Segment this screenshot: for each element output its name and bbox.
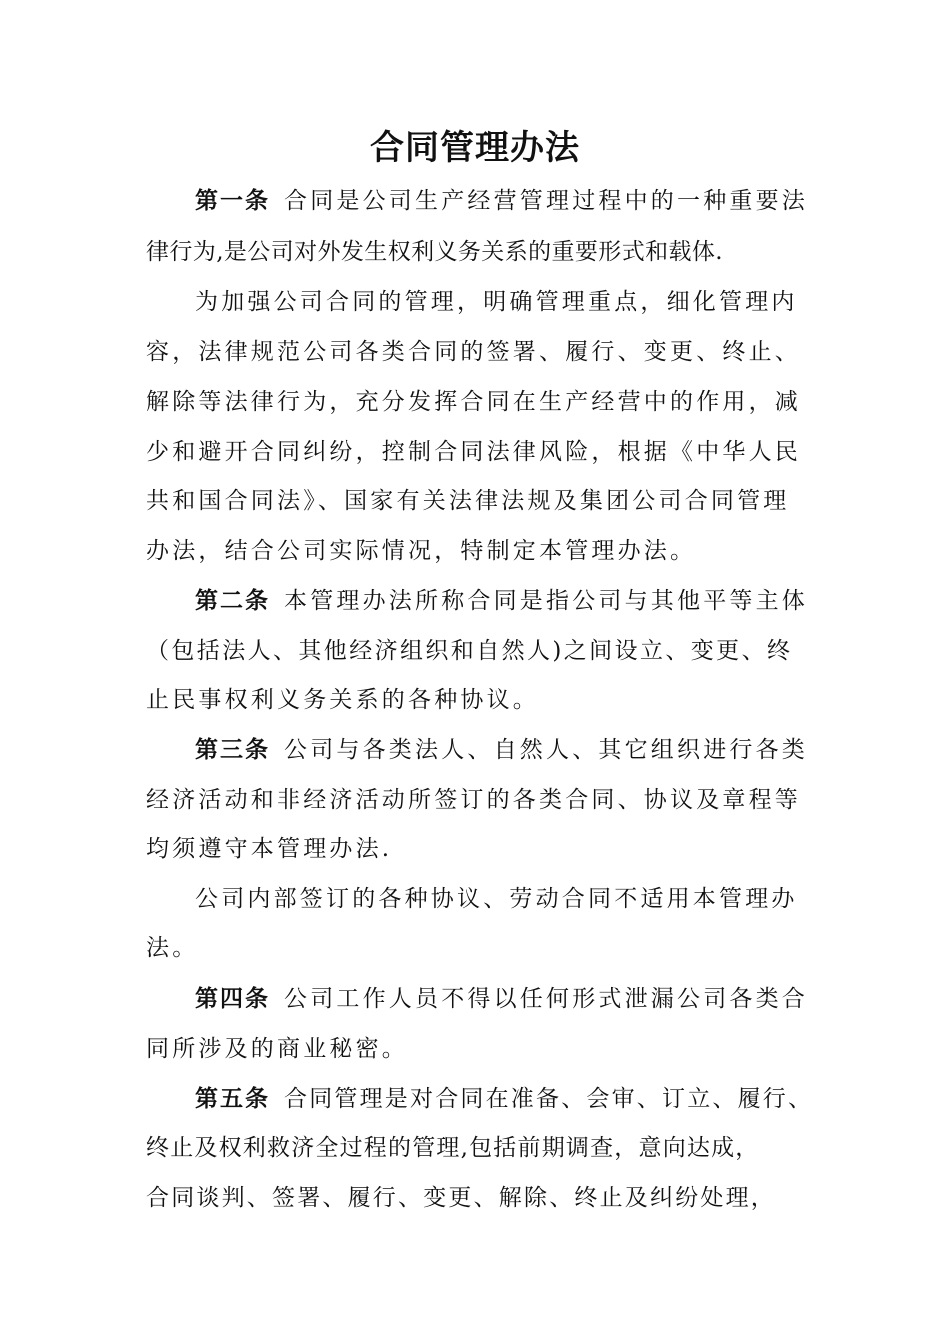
article-1-label: 第一条 bbox=[195, 187, 270, 214]
article-2-line-3: 止民事权利义务关系的各种协议。 bbox=[146, 687, 539, 713]
article-2-text-1: 本管理办法所称合同是指公司与其他平等主体 bbox=[284, 588, 808, 614]
article-2-line-1 bbox=[195, 576, 808, 626]
paragraph-1-line-1: 为加强公司合同的管理，明确管理重点，细化管理内 bbox=[195, 289, 798, 315]
paragraph-1-line-6: 办法，结合公司实际情况，特制定本管理办法。 bbox=[146, 538, 697, 564]
article-5-text-1: 合同管理是对合同在准备、会审、订立、履行、 bbox=[284, 1086, 814, 1112]
article-4-line-2: 同所涉及的商业秘密。 bbox=[146, 1036, 408, 1062]
article-1-line-1 bbox=[195, 176, 808, 226]
article-3-line-2: 经济活动和非经济活动所签订的各类合同、协议及章程等 bbox=[146, 787, 801, 813]
article-5-line-3: 合同谈判、签署、履行、变更、解除、终止及纠纷处理， bbox=[146, 1185, 776, 1211]
paragraph-1-line-5: 共和国合同法》、国家有关法律法规及集团公司合同管理 bbox=[146, 488, 790, 514]
article-5-label: 第五条 bbox=[195, 1085, 270, 1112]
article-4-label: 第四条 bbox=[195, 985, 270, 1012]
article-1-line-2: 律行为,是公司对外发生权利义务关系的重要形式和载体. bbox=[146, 239, 724, 265]
article-3-line-3: 均须遵守本管理办法. bbox=[146, 836, 393, 862]
document-title: 合同管理办法 bbox=[370, 128, 580, 168]
paragraph-1-line-2: 容，法律规范公司各类合同的签署、履行、变更、终止、 bbox=[146, 339, 801, 365]
paragraph-1-line-4: 少和避开合同纠纷，控制合同法律风险，根据《中华人民 bbox=[146, 439, 801, 465]
paragraph-3-line-1: 公司内部签订的各种协议、劳动合同不适用本管理办 bbox=[195, 886, 798, 912]
article-4-line-1 bbox=[195, 974, 808, 1024]
paragraph-3-line-2: 法。 bbox=[146, 935, 199, 961]
article-4-text-1: 公司工作人员不得以任何形式泄漏公司各类合 bbox=[284, 986, 808, 1012]
article-3-label: 第三条 bbox=[195, 736, 270, 763]
article-2-line-2: （包括法人、其他经济组织和自然人)之间设立、变更、终 bbox=[146, 638, 793, 664]
article-5-line-2: 终止及权利救济全过程的管理,包括前期调查，意向达成， bbox=[146, 1135, 760, 1161]
paragraph-1-line-3: 解除等法律行为，充分发挥合同在生产经营中的作用，减 bbox=[146, 389, 801, 415]
article-3-text-1: 公司与各类法人、自然人、其它组织进行各类 bbox=[284, 737, 808, 763]
article-2-label: 第二条 bbox=[195, 587, 270, 614]
article-1-text-1: 合同是公司生产经营管理过程中的一种重要法 bbox=[284, 188, 808, 214]
article-3-line-1 bbox=[195, 725, 808, 775]
article-5-line-1 bbox=[195, 1074, 813, 1124]
